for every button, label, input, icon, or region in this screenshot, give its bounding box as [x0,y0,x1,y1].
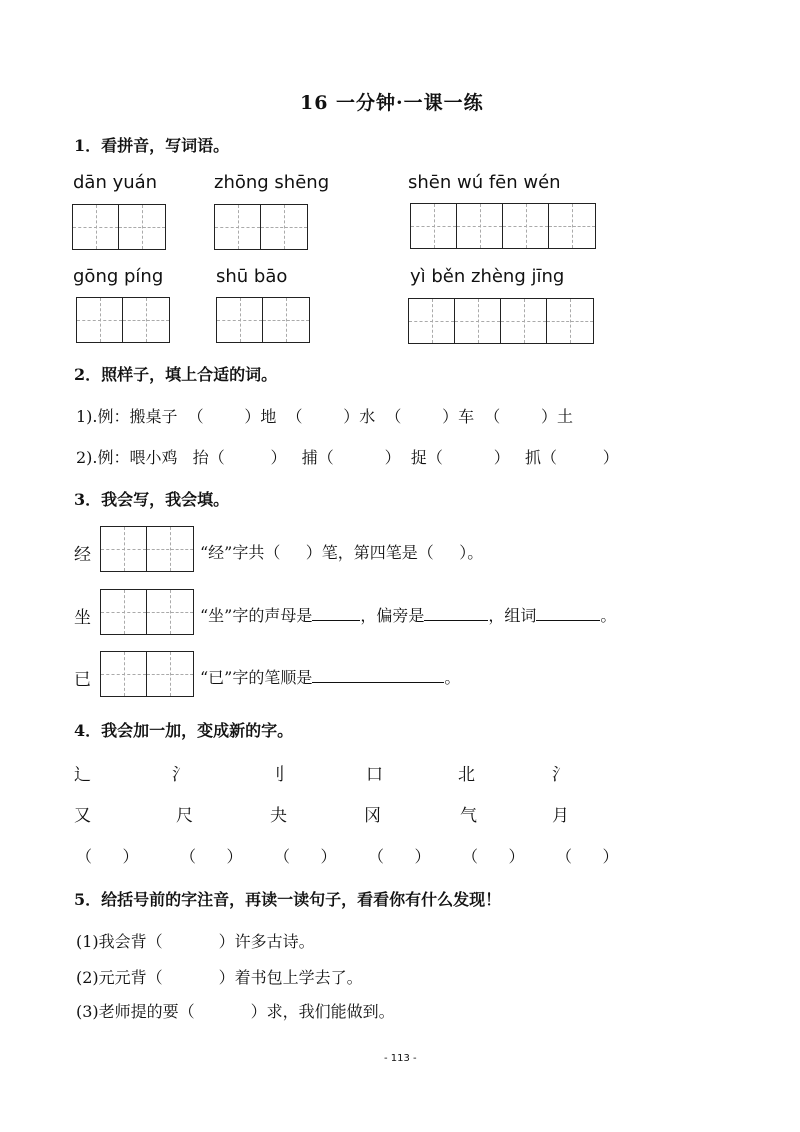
pinyin-gong-ping: gōng píng [73,266,164,287]
q3-zuo-text-d: 。 [600,606,617,625]
q4-answer-3[interactable]: （ ） [274,847,337,866]
grid-cell[interactable] [549,204,595,248]
grid-cell[interactable] [101,590,147,634]
q4-part-2-1: 又 [74,806,91,826]
q3-char-yi: 已 [74,670,91,690]
q4-part-2-3: 夬 [270,806,287,826]
q1-heading: 1．看拼音，写词语。 [74,136,230,155]
grid-cell[interactable] [411,204,457,248]
grid-cell[interactable] [261,205,307,249]
grid-cell[interactable] [503,204,549,248]
grid-cell[interactable] [147,590,193,634]
q4-part-1-3: 刂 [268,765,285,785]
q4-part-2-4: 冈 [364,806,381,826]
page-number: - 113 - [384,1053,417,1064]
grid-cell[interactable] [409,299,455,343]
grid-cell[interactable] [147,652,193,696]
writing-grid-zhong-sheng[interactable] [214,204,308,250]
q4-answer-2[interactable]: （ ） [180,847,243,866]
grid-cell[interactable] [455,299,501,343]
writing-grid-yi-ben-zheng-jing[interactable] [408,298,594,344]
grid-cell[interactable] [123,298,169,342]
writing-grid-yi[interactable] [100,651,194,697]
writing-grid-zuo[interactable] [100,589,194,635]
q5-heading: 5．给括号前的字注音，再读一读句子，看看你有什么发现！ [74,890,502,909]
q4-part-1-6: 氵 [552,765,569,785]
writing-grid-dan-yuan[interactable] [72,204,166,250]
writing-grid-shu-bao[interactable] [216,297,310,343]
q4-part-1-2: 氵 [172,765,189,785]
grid-cell[interactable] [215,205,261,249]
writing-grid-jing[interactable] [100,526,194,572]
q3-item-yi-text [200,665,460,688]
q3-yi-text-a: “已”字的笔顺是 [200,668,313,687]
q4-answer-1[interactable]: （ ） [76,847,139,866]
q4-part-2-5: 气 [460,806,477,826]
q3-heading: 3．我会写，我会填。 [74,490,230,509]
pinyin-zhong-sheng: zhōng shēng [214,172,330,193]
writing-grid-shen-wu-fen-wen[interactable] [410,203,596,249]
q4-answer-4[interactable]: （ ） [368,847,431,866]
pinyin-yi-ben-zheng-jing: yì běn zhèng jīng [410,266,565,287]
q3-yi-text-b: 。 [444,668,461,687]
q3-item-jing-text[interactable]: “经”字共（ ）笔，第四笔是（ ）。 [200,543,484,562]
q4-part-2-6: 月 [552,806,569,826]
grid-cell[interactable] [547,299,593,343]
q4-answer-5[interactable]: （ ） [462,847,525,866]
q3-item-zuo-text [200,603,616,626]
grid-cell[interactable] [457,204,503,248]
q3-char-zuo: 坐 [74,608,91,628]
grid-cell[interactable] [119,205,165,249]
q4-answer-6[interactable]: （ ） [556,847,619,866]
answer-blank-zuci[interactable] [536,606,600,621]
q5-sentence-1[interactable]: (1)我会背（ ）许多古诗。 [76,932,315,951]
q3-zuo-text-c: ，组词 [488,606,537,625]
q4-part-1-1: 辶 [74,765,91,785]
q2-line-2[interactable]: 2).例：喂小鸡 抬（ ） 捕（ ） 捉（ ） 抓（ ） [76,448,619,467]
q4-heading: 4．我会加一加，变成新的字。 [74,721,294,740]
q3-zuo-text-a: “坐”字的声母是 [200,606,313,625]
answer-blank-bishun[interactable] [312,668,444,683]
writing-grid-gong-ping[interactable] [76,297,170,343]
pinyin-shen-wu-fen-wen: shēn wú fēn wén [408,172,561,193]
q2-line-1[interactable]: 1).例：搬桌子 （ ）地 （ ）水 （ ）车 （ ）土 [76,407,573,426]
q4-part-2-2: 尺 [176,806,193,826]
q4-part-1-5: 北 [458,765,475,785]
q5-sentence-3[interactable]: (3)老师提的要（ ）求，我们能做到。 [76,1002,395,1021]
grid-cell[interactable] [77,298,123,342]
grid-cell[interactable] [101,527,147,571]
q3-zuo-text-b: ，偏旁是 [360,606,425,625]
q4-part-1-4: 口 [366,765,383,785]
grid-cell[interactable] [501,299,547,343]
answer-blank-shengmu[interactable] [312,606,360,621]
q2-heading: 2．照样子，填上合适的词。 [74,365,278,384]
grid-cell[interactable] [147,527,193,571]
q3-char-jing: 经 [74,545,91,565]
grid-cell[interactable] [263,298,309,342]
page-title: 16 一分钟·一课一练 [300,92,484,114]
q5-sentence-2[interactable]: (2)元元背（ ）着书包上学去了。 [76,968,363,987]
grid-cell[interactable] [217,298,263,342]
grid-cell[interactable] [101,652,147,696]
answer-blank-pianpang[interactable] [424,606,488,621]
pinyin-dan-yuan: dān yuán [73,172,158,193]
pinyin-shu-bao: shū bāo [216,266,288,287]
grid-cell[interactable] [73,205,119,249]
